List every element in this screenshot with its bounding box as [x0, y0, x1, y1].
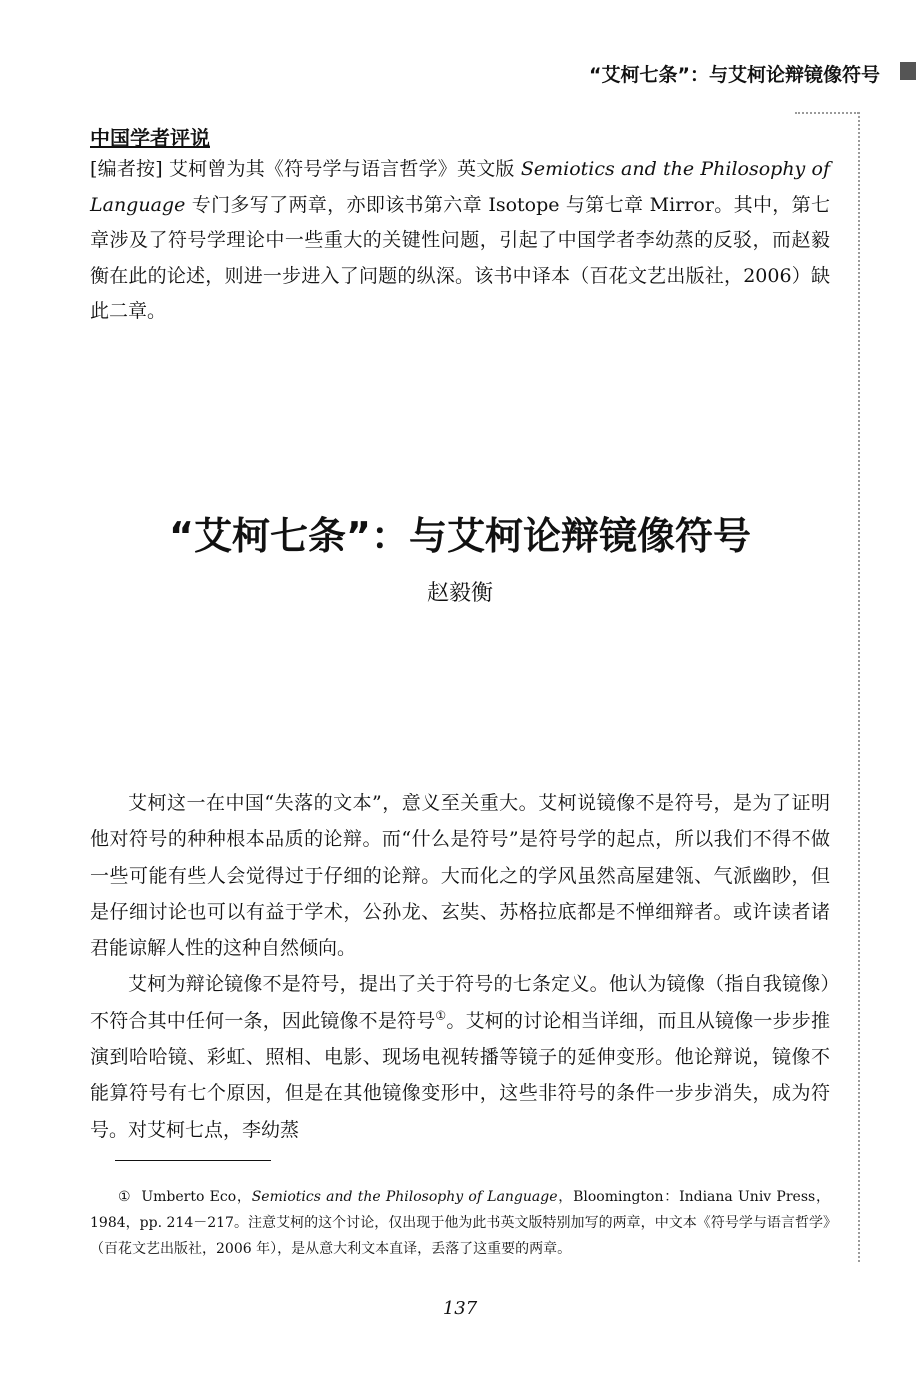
section-title: 中国学者评说: [90, 126, 210, 150]
footnote-rule: [115, 1160, 271, 1161]
body-paragraph-2-part1: 艾柯为辩论镜像不是符号，提出了关于符号的七条定义。他认为镜像（指自我镜像）不符合其中任何一条，因此镜像不是符号: [90, 973, 830, 1032]
running-head: “艾柯七条”：与艾柯论辩镜像符号: [589, 64, 880, 86]
body-paragraph-2-part2: 。艾柯的讨论相当详细，而且从镜像一步步推演到哈哈镜、彩虹、照相、电影、现场电视转播等镜子的延伸变形。他论辩说，镜像不能算符号有七个原因，但是在其他镜像变形中，这些非符号的条件一步步消失，成为符号。对艾柯七点，李幼蒸: [90, 1009, 830, 1141]
footnote: [90, 1184, 830, 1262]
article-body: [90, 785, 830, 1148]
running-head-mark: [900, 62, 916, 80]
editor-note-book-title: Semiotics and the Philosophy of Language: [90, 158, 837, 216]
footnote-text: [90, 1184, 830, 1262]
editor-note-part2: 专门多写了两章，亦即该书第六章 Isotope 与第七章 Mirror。其中，第七章涉及了符号学理论中一些重大的关键性问题，引起了中国学者李幼蒸的反驳，而赵毅衡在此的论述，则进一步进入了问题的纵深。该书中译本（百花文艺出版社，2006）缺此二章。: [90, 193, 830, 322]
right-dotted-rule: [858, 112, 860, 1262]
page-number: 137: [442, 1298, 478, 1319]
editor-note: [90, 152, 837, 330]
top-dotted-rule: [795, 112, 859, 114]
article-title: “艾柯七条”：与艾柯论辩镜像符号: [169, 514, 751, 558]
footnote-book-title: Semiotics and the Philosophy of Language: [251, 1189, 558, 1205]
footnote-reference[interactable]: ①: [435, 1008, 447, 1023]
footnote-author: Umberto Eco，: [141, 1189, 252, 1205]
footnote-mark: ①: [118, 1189, 132, 1205]
body-paragraph-2: [90, 966, 830, 1147]
footnote-rest: ，Bloomington：Indiana Univ Press，1984，pp. 214－217。注意艾柯的这个讨论，仅出现于他为此书英文版特别加写的两章，中文本《符号学与语言哲学》（百花文艺出版社，2006 年），是从意大利文本直译，丢落了这重要的两章。: [90, 1189, 830, 1257]
editor-note-part1: [编者按] 艾柯曾为其《符号学与语言哲学》英文版: [90, 158, 521, 180]
body-paragraph-1: 艾柯这一在中国“失落的文本”，意义至关重大。艾柯说镜像不是符号，是为了证明他对符号的种种根本品质的论辩。而“什么是符号”是符号学的起点，所以我们不得不做一些可能有些人会觉得过于仔细的论辩。大而化之的学风虽然高屋建瓴、气派幽眇，但是仔细讨论也可以有益于学术，公孙龙、玄奘、苏格拉底都是不惮细辩者。或许读者诸君能谅解人性的这种自然倾向。: [90, 792, 830, 960]
article-author: 赵毅衡: [426, 581, 493, 606]
